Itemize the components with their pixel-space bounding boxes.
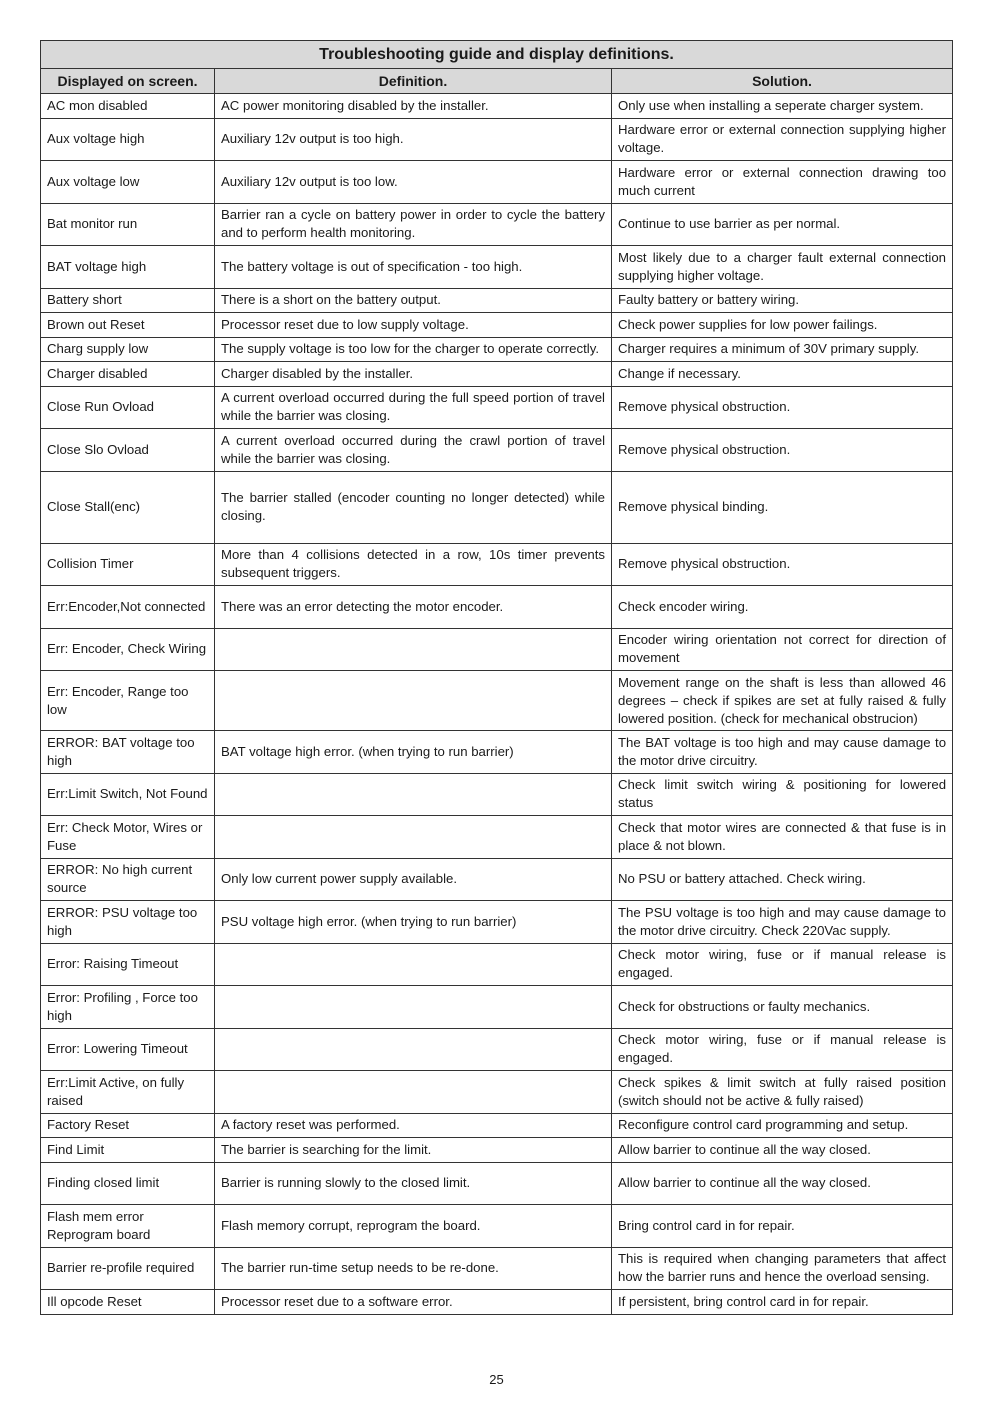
table-row: [41, 313, 953, 338]
screen-cell: Err: Check Motor, Wires or Fuse: [41, 816, 215, 859]
definition-cell: [215, 943, 612, 986]
definition-cell: Processor reset due to a software error.: [215, 1290, 612, 1315]
solution-cell: Movement range on the shaft is less than allowed 46 degrees – check if spikes are set at fully raised & fully lowered position. (check for mechanical obstrucion): [612, 671, 953, 731]
table-row: [41, 671, 953, 731]
definition-cell: [215, 986, 612, 1029]
column-header-screen: Displayed on screen.: [41, 69, 215, 94]
solution-cell: Check for obstructions or faulty mechanics.: [612, 986, 953, 1029]
solution-cell: Allow barrier to continue all the way closed.: [612, 1162, 953, 1205]
definition-cell: PSU voltage high error. (when trying to run barrier): [215, 901, 612, 944]
screen-cell: Charg supply low: [41, 337, 215, 362]
definition-cell: Barrier ran a cycle on battery power in order to cycle the battery and to perform health monitoring.: [215, 203, 612, 246]
table-row: [41, 1028, 953, 1071]
solution-cell: Charger requires a minimum of 30V primary supply.: [612, 337, 953, 362]
screen-cell: Flash mem error Reprogram board: [41, 1205, 215, 1248]
definition-cell: [215, 1071, 612, 1114]
definition-cell: [215, 773, 612, 816]
screen-cell: ERROR: PSU voltage too high: [41, 901, 215, 944]
table-row: [41, 94, 953, 119]
table-row: [41, 429, 953, 472]
solution-cell: If persistent, bring control card in for repair.: [612, 1290, 953, 1315]
table-row: [41, 1113, 953, 1138]
table-row: [41, 203, 953, 246]
table-row: [41, 731, 953, 774]
screen-cell: Aux voltage high: [41, 118, 215, 161]
troubleshooting-table: [40, 40, 953, 1315]
solution-cell: No PSU or battery attached. Check wiring.: [612, 858, 953, 901]
solution-cell: Faulty battery or battery wiring.: [612, 288, 953, 313]
table-row: [41, 246, 953, 289]
solution-cell: Only use when installing a seperate charger system.: [612, 94, 953, 119]
definition-cell: The barrier stalled (encoder counting no longer detected) while closing.: [215, 471, 612, 543]
definition-cell: [215, 671, 612, 731]
table-row: [41, 943, 953, 986]
definition-cell: Flash memory corrupt, reprogram the board.: [215, 1205, 612, 1248]
table-row: [41, 858, 953, 901]
screen-cell: Find Limit: [41, 1138, 215, 1163]
table-row: [41, 1071, 953, 1114]
table-row: [41, 986, 953, 1029]
screen-cell: Err:Encoder,Not connected: [41, 586, 215, 629]
table-row: [41, 773, 953, 816]
definition-cell: A current overload occurred during the full speed portion of travel while the barrier was closing.: [215, 386, 612, 429]
screen-cell: Error: Profiling , Force too high: [41, 986, 215, 1029]
definition-cell: A current overload occurred during the crawl portion of travel while the barrier was closing.: [215, 429, 612, 472]
table-row: [41, 1247, 953, 1290]
definition-cell: Only low current power supply available.: [215, 858, 612, 901]
table-row: [41, 471, 953, 543]
definition-cell: There is a short on the battery output.: [215, 288, 612, 313]
definition-cell: [215, 1028, 612, 1071]
solution-cell: Hardware error or external connection drawing too much current: [612, 161, 953, 204]
definition-cell: Processor reset due to low supply voltage.: [215, 313, 612, 338]
screen-cell: ERROR: No high current source: [41, 858, 215, 901]
solution-cell: Most likely due to a charger fault external connection supplying higher voltage.: [612, 246, 953, 289]
screen-cell: Err: Encoder, Check Wiring: [41, 628, 215, 671]
table-row: [41, 816, 953, 859]
table-row: [41, 586, 953, 629]
screen-cell: Close Run Ovload: [41, 386, 215, 429]
solution-cell: Check limit switch wiring & positioning for lowered status: [612, 773, 953, 816]
table-row: [41, 901, 953, 944]
solution-cell: Remove physical obstruction.: [612, 429, 953, 472]
solution-cell: Continue to use barrier as per normal.: [612, 203, 953, 246]
definition-cell: Auxiliary 12v output is too low.: [215, 161, 612, 204]
screen-cell: Barrier re-profile required: [41, 1247, 215, 1290]
screen-cell: Aux voltage low: [41, 161, 215, 204]
screen-cell: BAT voltage high: [41, 246, 215, 289]
table-row: [41, 1162, 953, 1205]
solution-cell: Check motor wiring, fuse or if manual release is engaged.: [612, 1028, 953, 1071]
table-row: [41, 288, 953, 313]
screen-cell: Bat monitor run: [41, 203, 215, 246]
definition-cell: BAT voltage high error. (when trying to run barrier): [215, 731, 612, 774]
solution-cell: Reconfigure control card programming and setup.: [612, 1113, 953, 1138]
solution-cell: The BAT voltage is too high and may cause damage to the motor drive circuitry.: [612, 731, 953, 774]
screen-cell: Err:Limit Active, on fully raised: [41, 1071, 215, 1114]
definition-cell: [215, 816, 612, 859]
solution-cell: Bring control card in for repair.: [612, 1205, 953, 1248]
solution-cell: Check power supplies for low power failings.: [612, 313, 953, 338]
screen-cell: Brown out Reset: [41, 313, 215, 338]
solution-cell: Check encoder wiring.: [612, 586, 953, 629]
solution-cell: This is required when changing parameters that affect how the barrier runs and hence the overload sensing.: [612, 1247, 953, 1290]
screen-cell: Error: Raising Timeout: [41, 943, 215, 986]
definition-cell: Auxiliary 12v output is too high.: [215, 118, 612, 161]
solution-cell: Allow barrier to continue all the way closed.: [612, 1138, 953, 1163]
screen-cell: Factory Reset: [41, 1113, 215, 1138]
solution-cell: Remove physical obstruction.: [612, 543, 953, 586]
screen-cell: Finding closed limit: [41, 1162, 215, 1205]
definition-cell: The barrier is searching for the limit.: [215, 1138, 612, 1163]
definition-cell: The barrier run-time setup needs to be re-done.: [215, 1247, 612, 1290]
table-row: [41, 161, 953, 204]
table-row: [41, 362, 953, 387]
definition-cell: Charger disabled by the installer.: [215, 362, 612, 387]
solution-cell: Change if necessary.: [612, 362, 953, 387]
solution-cell: Remove physical binding.: [612, 471, 953, 543]
screen-cell: Err: Encoder, Range too low: [41, 671, 215, 731]
definition-cell: AC power monitoring disabled by the installer.: [215, 94, 612, 119]
solution-cell: Check motor wiring, fuse or if manual release is engaged.: [612, 943, 953, 986]
screen-cell: Collision Timer: [41, 543, 215, 586]
screen-cell: Ill opcode Reset: [41, 1290, 215, 1315]
screen-cell: Close Stall(enc): [41, 471, 215, 543]
table-row: [41, 1290, 953, 1315]
table-row: [41, 543, 953, 586]
table-title: Troubleshooting guide and display definitions.: [41, 41, 953, 69]
definition-cell: [215, 628, 612, 671]
definition-cell: Barrier is running slowly to the closed limit.: [215, 1162, 612, 1205]
definition-cell: More than 4 collisions detected in a row, 10s timer prevents subsequent triggers.: [215, 543, 612, 586]
column-header-definition: Definition.: [215, 69, 612, 94]
table-row: [41, 337, 953, 362]
solution-cell: Encoder wiring orientation not correct for direction of movement: [612, 628, 953, 671]
column-header-solution: Solution.: [612, 69, 953, 94]
solution-cell: Remove physical obstruction.: [612, 386, 953, 429]
table-row: [41, 628, 953, 671]
screen-cell: AC mon disabled: [41, 94, 215, 119]
screen-cell: Error: Lowering Timeout: [41, 1028, 215, 1071]
screen-cell: Battery short: [41, 288, 215, 313]
definition-cell: A factory reset was performed.: [215, 1113, 612, 1138]
definition-cell: The battery voltage is out of specification - too high.: [215, 246, 612, 289]
solution-cell: Check that motor wires are connected & that fuse is in place & not blown.: [612, 816, 953, 859]
table-row: [41, 386, 953, 429]
screen-cell: Charger disabled: [41, 362, 215, 387]
definition-cell: The supply voltage is too low for the charger to operate correctly.: [215, 337, 612, 362]
solution-cell: Hardware error or external connection supplying higher voltage.: [612, 118, 953, 161]
screen-cell: ERROR: BAT voltage too high: [41, 731, 215, 774]
solution-cell: The PSU voltage is too high and may cause damage to the motor drive circuitry. Check 220Vac supply.: [612, 901, 953, 944]
table-row: [41, 118, 953, 161]
definition-cell: There was an error detecting the motor encoder.: [215, 586, 612, 629]
page-number: 25: [489, 1372, 504, 1387]
table-row: [41, 1205, 953, 1248]
screen-cell: Close Slo Ovload: [41, 429, 215, 472]
solution-cell: Check spikes & limit switch at fully raised position (switch should not be active & fully raised): [612, 1071, 953, 1114]
screen-cell: Err:Limit Switch, Not Found: [41, 773, 215, 816]
table-row: [41, 1138, 953, 1163]
